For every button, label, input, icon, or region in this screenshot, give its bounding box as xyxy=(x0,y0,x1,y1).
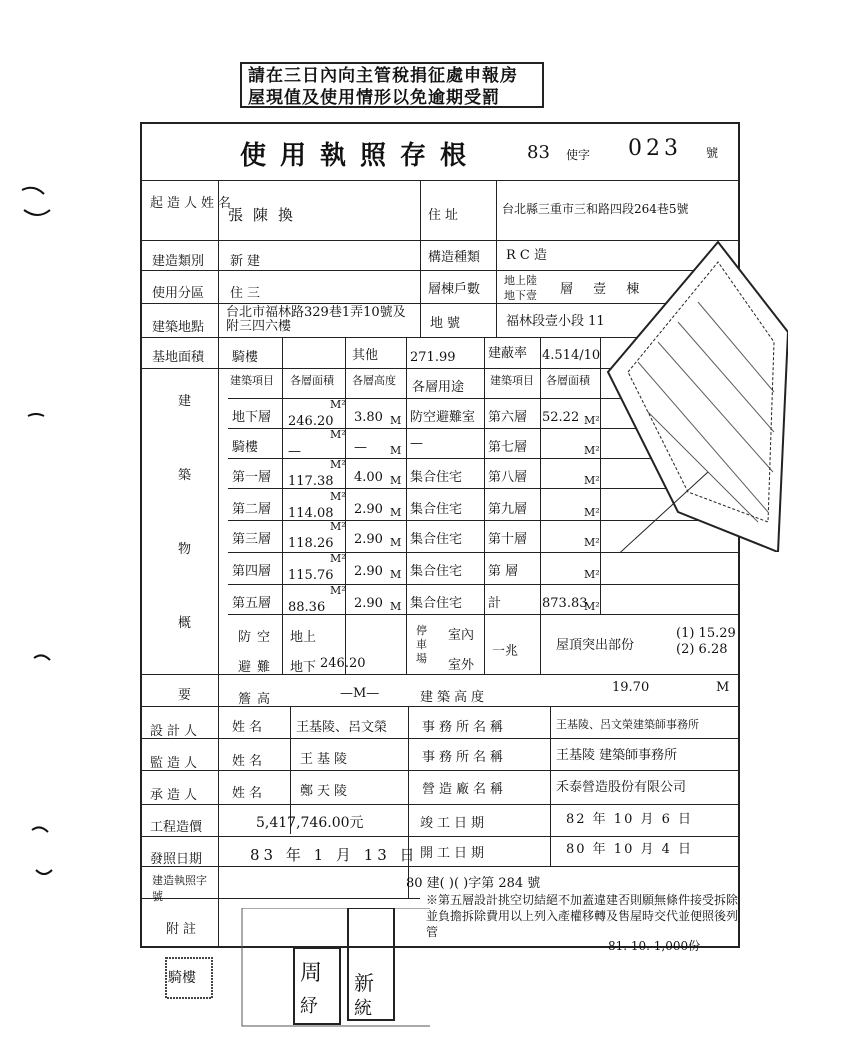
build-type: 新建 xyxy=(230,254,265,269)
area-unit-right: M² xyxy=(584,536,600,549)
floor-name-right: 第六層 xyxy=(488,410,528,425)
roof-1: (1) 15.29 xyxy=(676,626,736,641)
floor-area: — xyxy=(288,444,301,459)
floor-name: 第一層 xyxy=(232,470,272,485)
bldg-label-5: 要 xyxy=(178,688,192,703)
permit-year: 83 xyxy=(527,142,550,163)
area-label: 基地面積 xyxy=(152,350,205,365)
bottom-seals xyxy=(160,908,430,1028)
area-unit-right: M² xyxy=(584,444,600,457)
supervisor-office: 王基陵 建築師事務所 xyxy=(556,748,678,763)
floor-area: 114.08 xyxy=(288,506,334,521)
structure: R C 造 xyxy=(506,248,547,263)
area-unit-right: M² xyxy=(584,506,600,519)
floors-label: 層棟戶數 xyxy=(428,282,481,297)
floor-area: 118.26 xyxy=(288,536,334,551)
height-unit-mark: M xyxy=(390,568,402,581)
col-height: 各層高度 xyxy=(352,374,396,387)
floor-use: — xyxy=(410,436,423,451)
eave-value: —M— xyxy=(340,686,380,701)
shelter-label-2: 避難 xyxy=(238,660,277,675)
permit-ref-label: 建造執照字號 xyxy=(152,874,207,903)
floor-height: 2.90 xyxy=(354,532,383,547)
parking-label: 停車場 xyxy=(416,624,427,665)
tax-notice-stamp xyxy=(240,62,544,108)
coverage: 4.514/10 xyxy=(542,348,601,363)
floor-use: 集合住宅 xyxy=(410,596,463,611)
coverage-label: 建蔽率 xyxy=(488,346,528,361)
area-unit-right: M² xyxy=(584,600,600,613)
floor-height: 2.90 xyxy=(354,502,383,517)
supervisor-name: 王基陵 xyxy=(300,752,352,767)
finish-date: 82 年 10 月 6 日 xyxy=(566,812,694,827)
floor-name-right: 計 xyxy=(488,596,502,611)
address-label: 住址 xyxy=(428,208,463,223)
site-label: 建築地點 xyxy=(152,320,205,335)
height-unit-mark: M xyxy=(390,444,402,457)
col-item-right: 建築項目 xyxy=(490,374,534,387)
height-unit-mark: M xyxy=(390,600,402,613)
designer-office: 王基陵、呂文榮建築師事務所 xyxy=(556,718,699,731)
floor-name: 騎樓 xyxy=(232,440,259,455)
notice-line-1: 請在三日內向主管稅捐征處申報房 xyxy=(248,66,518,86)
floors-above: 地上陸 xyxy=(504,274,537,287)
floor-name-right: 第九層 xyxy=(488,502,528,517)
height-unit-mark: M xyxy=(390,536,402,549)
lot-number: 福林段壹小段 11 xyxy=(506,314,605,329)
contractor-name: 鄭天陵 xyxy=(300,784,352,799)
builder-address: 台北縣三重市三和路四段264巷5號 xyxy=(502,202,689,216)
floor-name-right: 第七層 xyxy=(488,440,528,455)
svg-text:騎樓: 騎樓 xyxy=(168,970,196,986)
height-unit-mark: M xyxy=(390,506,402,519)
bldg-label-3: 物 xyxy=(178,542,192,557)
issue-label: 發照日期 xyxy=(150,852,203,867)
bldg-label-4: 概 xyxy=(178,616,192,631)
remarks-label: 附註 xyxy=(166,922,201,937)
form-title: 使用執照存根 xyxy=(240,141,481,171)
floor-name-right: 第 層 xyxy=(488,564,519,579)
floor-area: 117.38 xyxy=(288,474,334,489)
area-unit-right: M² xyxy=(584,414,600,427)
col-area-right: 各層面積 xyxy=(546,374,590,387)
area-unit-right: M² xyxy=(584,568,600,581)
floor-area: 246.20 xyxy=(288,414,334,429)
designer-office-label: 事務所名稱 xyxy=(422,720,508,735)
bldg-label-1: 建 xyxy=(178,394,192,409)
floor-area: 115.76 xyxy=(288,568,334,583)
designer-name-label: 姓名 xyxy=(232,720,267,735)
floors-below: 地下壹 xyxy=(504,289,537,302)
floor-name: 第五層 xyxy=(232,596,272,611)
shelter-label-1: 防空 xyxy=(238,630,277,645)
svg-text:統: 統 xyxy=(354,998,372,1019)
issue-date: 83 年 1 月 13 日 xyxy=(250,846,419,864)
floor-use: 集合住宅 xyxy=(410,564,463,579)
use-zone: 住三 xyxy=(230,286,265,301)
permit-zi: 使字 xyxy=(566,148,591,162)
floor-area: 88.36 xyxy=(288,600,326,615)
cost-value: 5,417,746.00元 xyxy=(256,815,364,831)
builder-label: 起造人姓名 xyxy=(150,196,236,211)
floor-name-right: 第八層 xyxy=(488,470,528,485)
permit-number: 023 xyxy=(628,136,682,161)
area-unit: M² xyxy=(330,428,346,441)
eave-label: 簷高 xyxy=(238,692,277,707)
floor-height: 4.00 xyxy=(354,470,383,485)
parking-value: 一兆 xyxy=(492,644,519,659)
area-unit: M² xyxy=(330,520,346,533)
supervisor-label: 監造人 xyxy=(150,756,202,771)
start-label: 開工日期 xyxy=(420,846,489,861)
site-address: 台北市福林路329巷1弄10號及附三四六樓 xyxy=(226,305,406,334)
site-area: 271.99 xyxy=(410,350,456,365)
floor-use: 集合住宅 xyxy=(410,502,463,517)
building-height: 19.70 xyxy=(612,680,650,695)
floor-name: 第三層 xyxy=(232,532,272,547)
area-unit: M² xyxy=(330,398,346,411)
permit-hao: 號 xyxy=(706,146,719,160)
official-seal-overlay xyxy=(578,212,788,552)
designer-label: 設計人 xyxy=(150,724,202,739)
svg-text:周: 周 xyxy=(300,961,323,986)
floor-name: 第二層 xyxy=(232,502,272,517)
roof-label: 屋頂突出部份 xyxy=(556,638,635,653)
floors-info: 層 壹 棟 xyxy=(560,282,648,297)
roof-2: (2) 6.28 xyxy=(676,642,728,657)
supervisor-office-label: 事務所名稱 xyxy=(422,750,508,765)
builder-name: 張陳換 xyxy=(228,206,304,224)
form-print-code: 81. 10. 1,000份 xyxy=(608,939,701,953)
height-unit-mark: M xyxy=(390,414,402,427)
floor-area-right: 52.22 xyxy=(542,410,580,425)
firm-label: 營造廠名稱 xyxy=(422,782,508,797)
area-unit: M² xyxy=(330,584,346,597)
bldg-label-2: 築 xyxy=(178,468,192,483)
area-unit: M² xyxy=(330,552,346,565)
svg-text:新: 新 xyxy=(354,971,374,995)
floor-use: 集合住宅 xyxy=(410,532,463,547)
col-use: 各層用途 xyxy=(412,380,465,395)
area-other: 其他 xyxy=(352,348,379,363)
col-item: 建築項目 xyxy=(230,374,274,387)
height-unit-mark: M xyxy=(390,474,402,487)
floor-area-right: 873.83 xyxy=(542,596,588,611)
notice-line-2: 屋現值及使用情形以免逾期受罰 xyxy=(248,88,500,108)
col-area: 各層面積 xyxy=(290,374,334,387)
floor-height: — xyxy=(354,440,367,455)
floor-name: 地下層 xyxy=(232,410,272,425)
firm-name: 禾泰營造股份有限公司 xyxy=(556,780,687,795)
shelter-above: 地上 xyxy=(290,630,317,645)
height-unit: M xyxy=(716,680,730,695)
area-arcade: 騎樓 xyxy=(232,350,259,365)
floor-height: 2.90 xyxy=(354,596,383,611)
start-date: 80 年 10 月 4 日 xyxy=(566,842,694,857)
floor-use: 集合住宅 xyxy=(410,470,463,485)
cost-label: 工程造價 xyxy=(150,820,203,835)
contractor-name-label: 姓名 xyxy=(232,786,267,801)
designer-name: 王基陵、呂文榮 xyxy=(296,720,388,735)
supervisor-name-label: 姓名 xyxy=(232,754,267,769)
contractor-label: 承造人 xyxy=(150,788,202,803)
floor-height: 2.90 xyxy=(354,564,383,579)
parking-in: 室內 xyxy=(448,628,475,643)
parking-out: 室外 xyxy=(448,658,475,673)
floor-use: 防空避難室 xyxy=(410,410,476,425)
height-label: 建築高度 xyxy=(420,690,489,705)
binding-marks xyxy=(14,180,54,900)
shelter-below: 地下 xyxy=(290,660,317,675)
build-type-label: 建造類別 xyxy=(152,254,205,269)
permit-ref: 80 建( )( )字第 284 號 xyxy=(406,876,541,891)
area-unit: M² xyxy=(330,490,346,503)
remarks-note: ※第五層設計挑空切結絕不加蓋違建否則願無條件接受拆除並負擔拆除費用以上列入產權移轉及售屋時交代並便照後列管 xyxy=(426,893,739,939)
floor-name-right: 第十層 xyxy=(488,532,528,547)
area-unit-right: M² xyxy=(584,474,600,487)
area-unit: M² xyxy=(330,458,346,471)
floor-height: 3.80 xyxy=(354,410,383,425)
svg-text:紓: 紓 xyxy=(300,996,318,1017)
shelter-below-value: 246.20 xyxy=(320,656,366,671)
floor-name: 第四層 xyxy=(232,564,272,579)
structure-label: 構造種類 xyxy=(428,250,481,265)
lot-label: 地號 xyxy=(430,316,465,331)
use-zone-label: 使用分區 xyxy=(152,286,205,301)
finish-label: 竣工日期 xyxy=(420,816,489,831)
